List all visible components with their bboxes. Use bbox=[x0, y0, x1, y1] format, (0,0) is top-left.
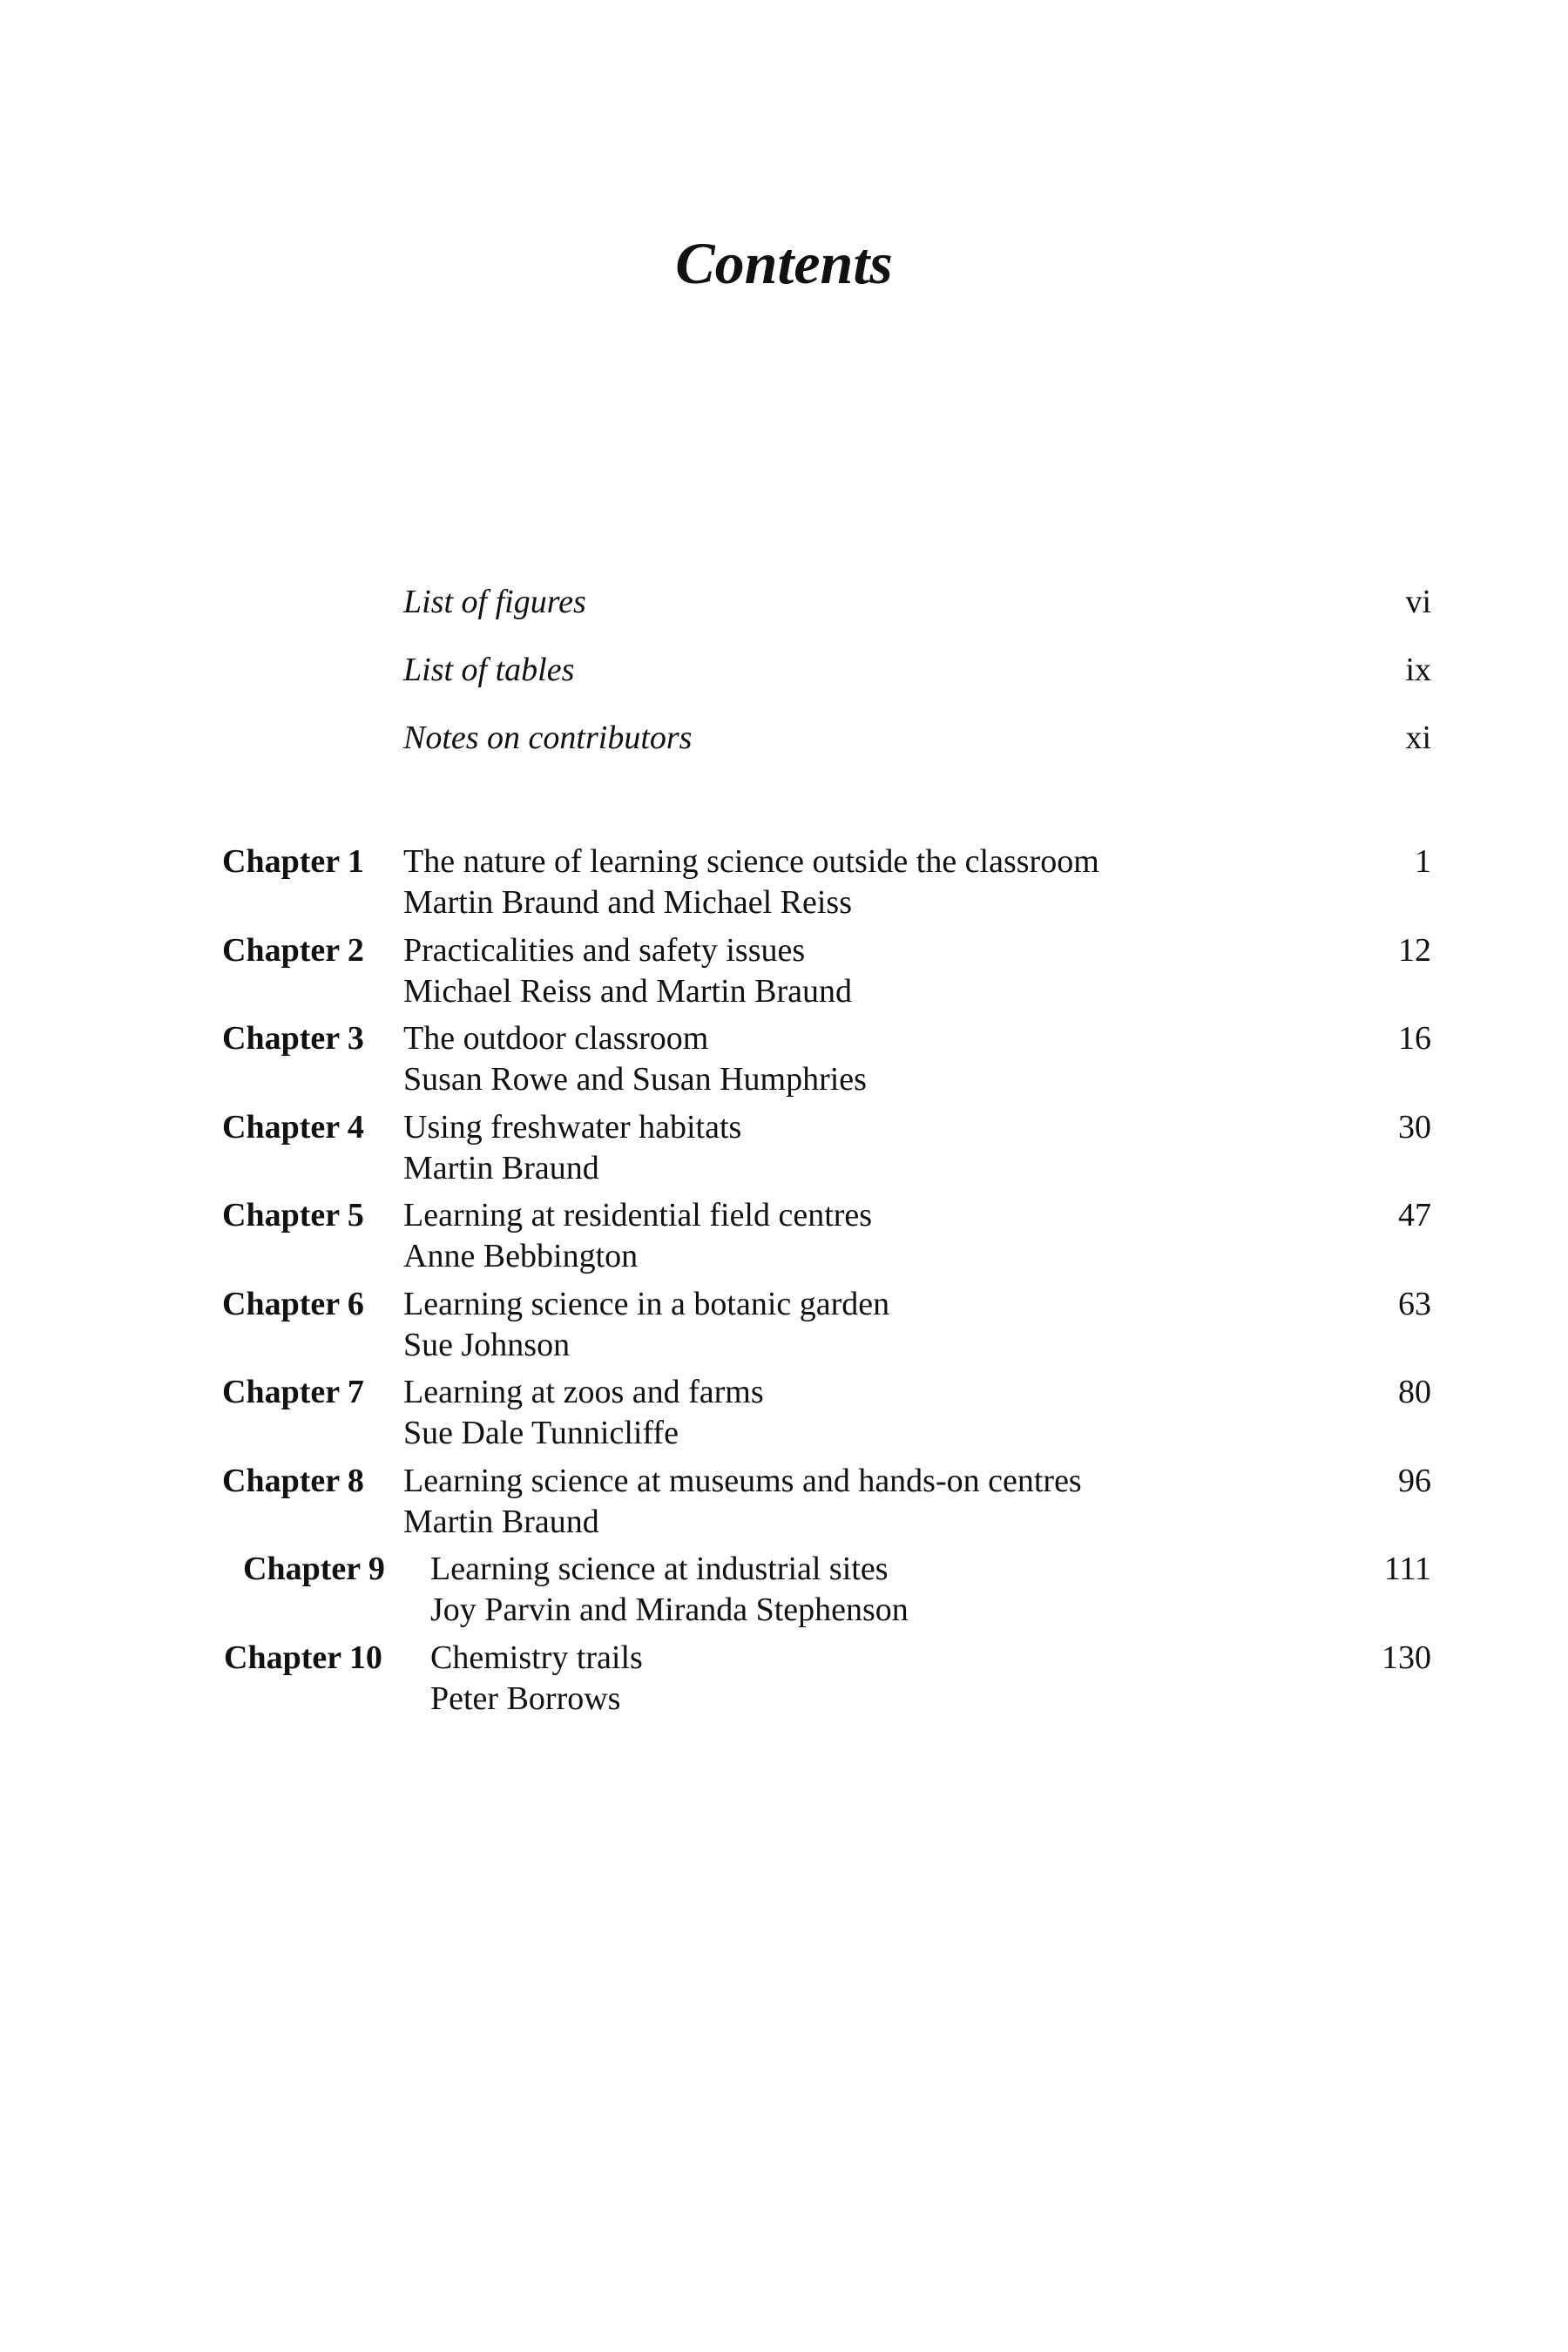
chapter-page: 111 bbox=[1383, 1551, 1431, 1587]
front-matter-page: ix bbox=[1405, 652, 1431, 688]
chapter-title: Using freshwater habitats bbox=[403, 1109, 742, 1146]
chapter-label: Chapter 2 bbox=[222, 932, 364, 969]
chapter-author: Sue Johnson bbox=[403, 1327, 571, 1363]
chapter-page: 16 bbox=[1398, 1020, 1431, 1057]
chapter-page: 30 bbox=[1398, 1109, 1431, 1146]
front-matter-page: xi bbox=[1405, 720, 1431, 756]
chapter-page: 80 bbox=[1398, 1374, 1431, 1410]
page-title: Contents bbox=[675, 230, 893, 296]
front-matter-page: vi bbox=[1405, 584, 1431, 620]
chapter-label: Chapter 9 bbox=[243, 1551, 385, 1587]
chapter-author: Martin Braund bbox=[403, 1504, 599, 1540]
chapter-title: Learning at zoos and farms bbox=[403, 1374, 764, 1410]
front-matter-item[interactable] bbox=[403, 653, 1431, 686]
chapter-title: Learning science at industrial sites bbox=[430, 1551, 889, 1587]
chapter-title: The outdoor classroom bbox=[403, 1020, 709, 1057]
chapter-label: Chapter 7 bbox=[222, 1374, 364, 1410]
chapter-author: Martin Braund and Michael Reiss bbox=[403, 884, 853, 921]
chapter-title: Chemistry trails bbox=[430, 1639, 643, 1676]
chapter-author: Sue Dale Tunnicliffe bbox=[403, 1415, 679, 1451]
front-matter-label: List of figures bbox=[403, 584, 586, 620]
chapter-author: Joy Parvin and Miranda Stephenson bbox=[430, 1592, 909, 1628]
chapter-title: Learning at residential field centres bbox=[403, 1197, 873, 1233]
chapter-label: Chapter 6 bbox=[222, 1286, 364, 1322]
chapter-label: Chapter 5 bbox=[222, 1197, 364, 1233]
chapter-author: Anne Bebbington bbox=[403, 1238, 639, 1274]
chapter-page: 96 bbox=[1398, 1463, 1431, 1499]
chapter-label: Chapter 3 bbox=[222, 1020, 364, 1057]
chapter-title: Learning science at museums and hands-on centres bbox=[403, 1463, 1082, 1499]
chapter-title: The nature of learning science outside the classroom bbox=[403, 843, 1099, 880]
chapter-page: 47 bbox=[1398, 1197, 1431, 1233]
chapter-label: Chapter 1 bbox=[222, 843, 364, 880]
chapter-label: Chapter 4 bbox=[222, 1109, 364, 1146]
front-matter-item[interactable] bbox=[403, 585, 1431, 618]
chapter-label: Chapter 10 bbox=[224, 1639, 382, 1676]
chapter-author: Peter Borrows bbox=[430, 1680, 621, 1717]
front-matter-item[interactable] bbox=[403, 721, 1431, 754]
chapter-page: 12 bbox=[1398, 932, 1431, 969]
chapter-title: Practicalities and safety issues bbox=[403, 932, 806, 969]
chapter-author: Martin Braund bbox=[403, 1150, 599, 1186]
front-matter-label: Notes on contributors bbox=[403, 720, 693, 756]
chapter-page: 1 bbox=[1415, 843, 1431, 880]
chapter-page: 63 bbox=[1398, 1286, 1431, 1322]
chapter-label: Chapter 8 bbox=[222, 1463, 364, 1499]
chapter-title: Learning science in a botanic garden bbox=[403, 1286, 890, 1322]
chapter-page: 130 bbox=[1382, 1639, 1431, 1676]
chapter-author: Susan Rowe and Susan Humphries bbox=[403, 1061, 867, 1098]
chapter-author: Michael Reiss and Martin Braund bbox=[403, 973, 853, 1010]
front-matter-label: List of tables bbox=[403, 652, 575, 688]
